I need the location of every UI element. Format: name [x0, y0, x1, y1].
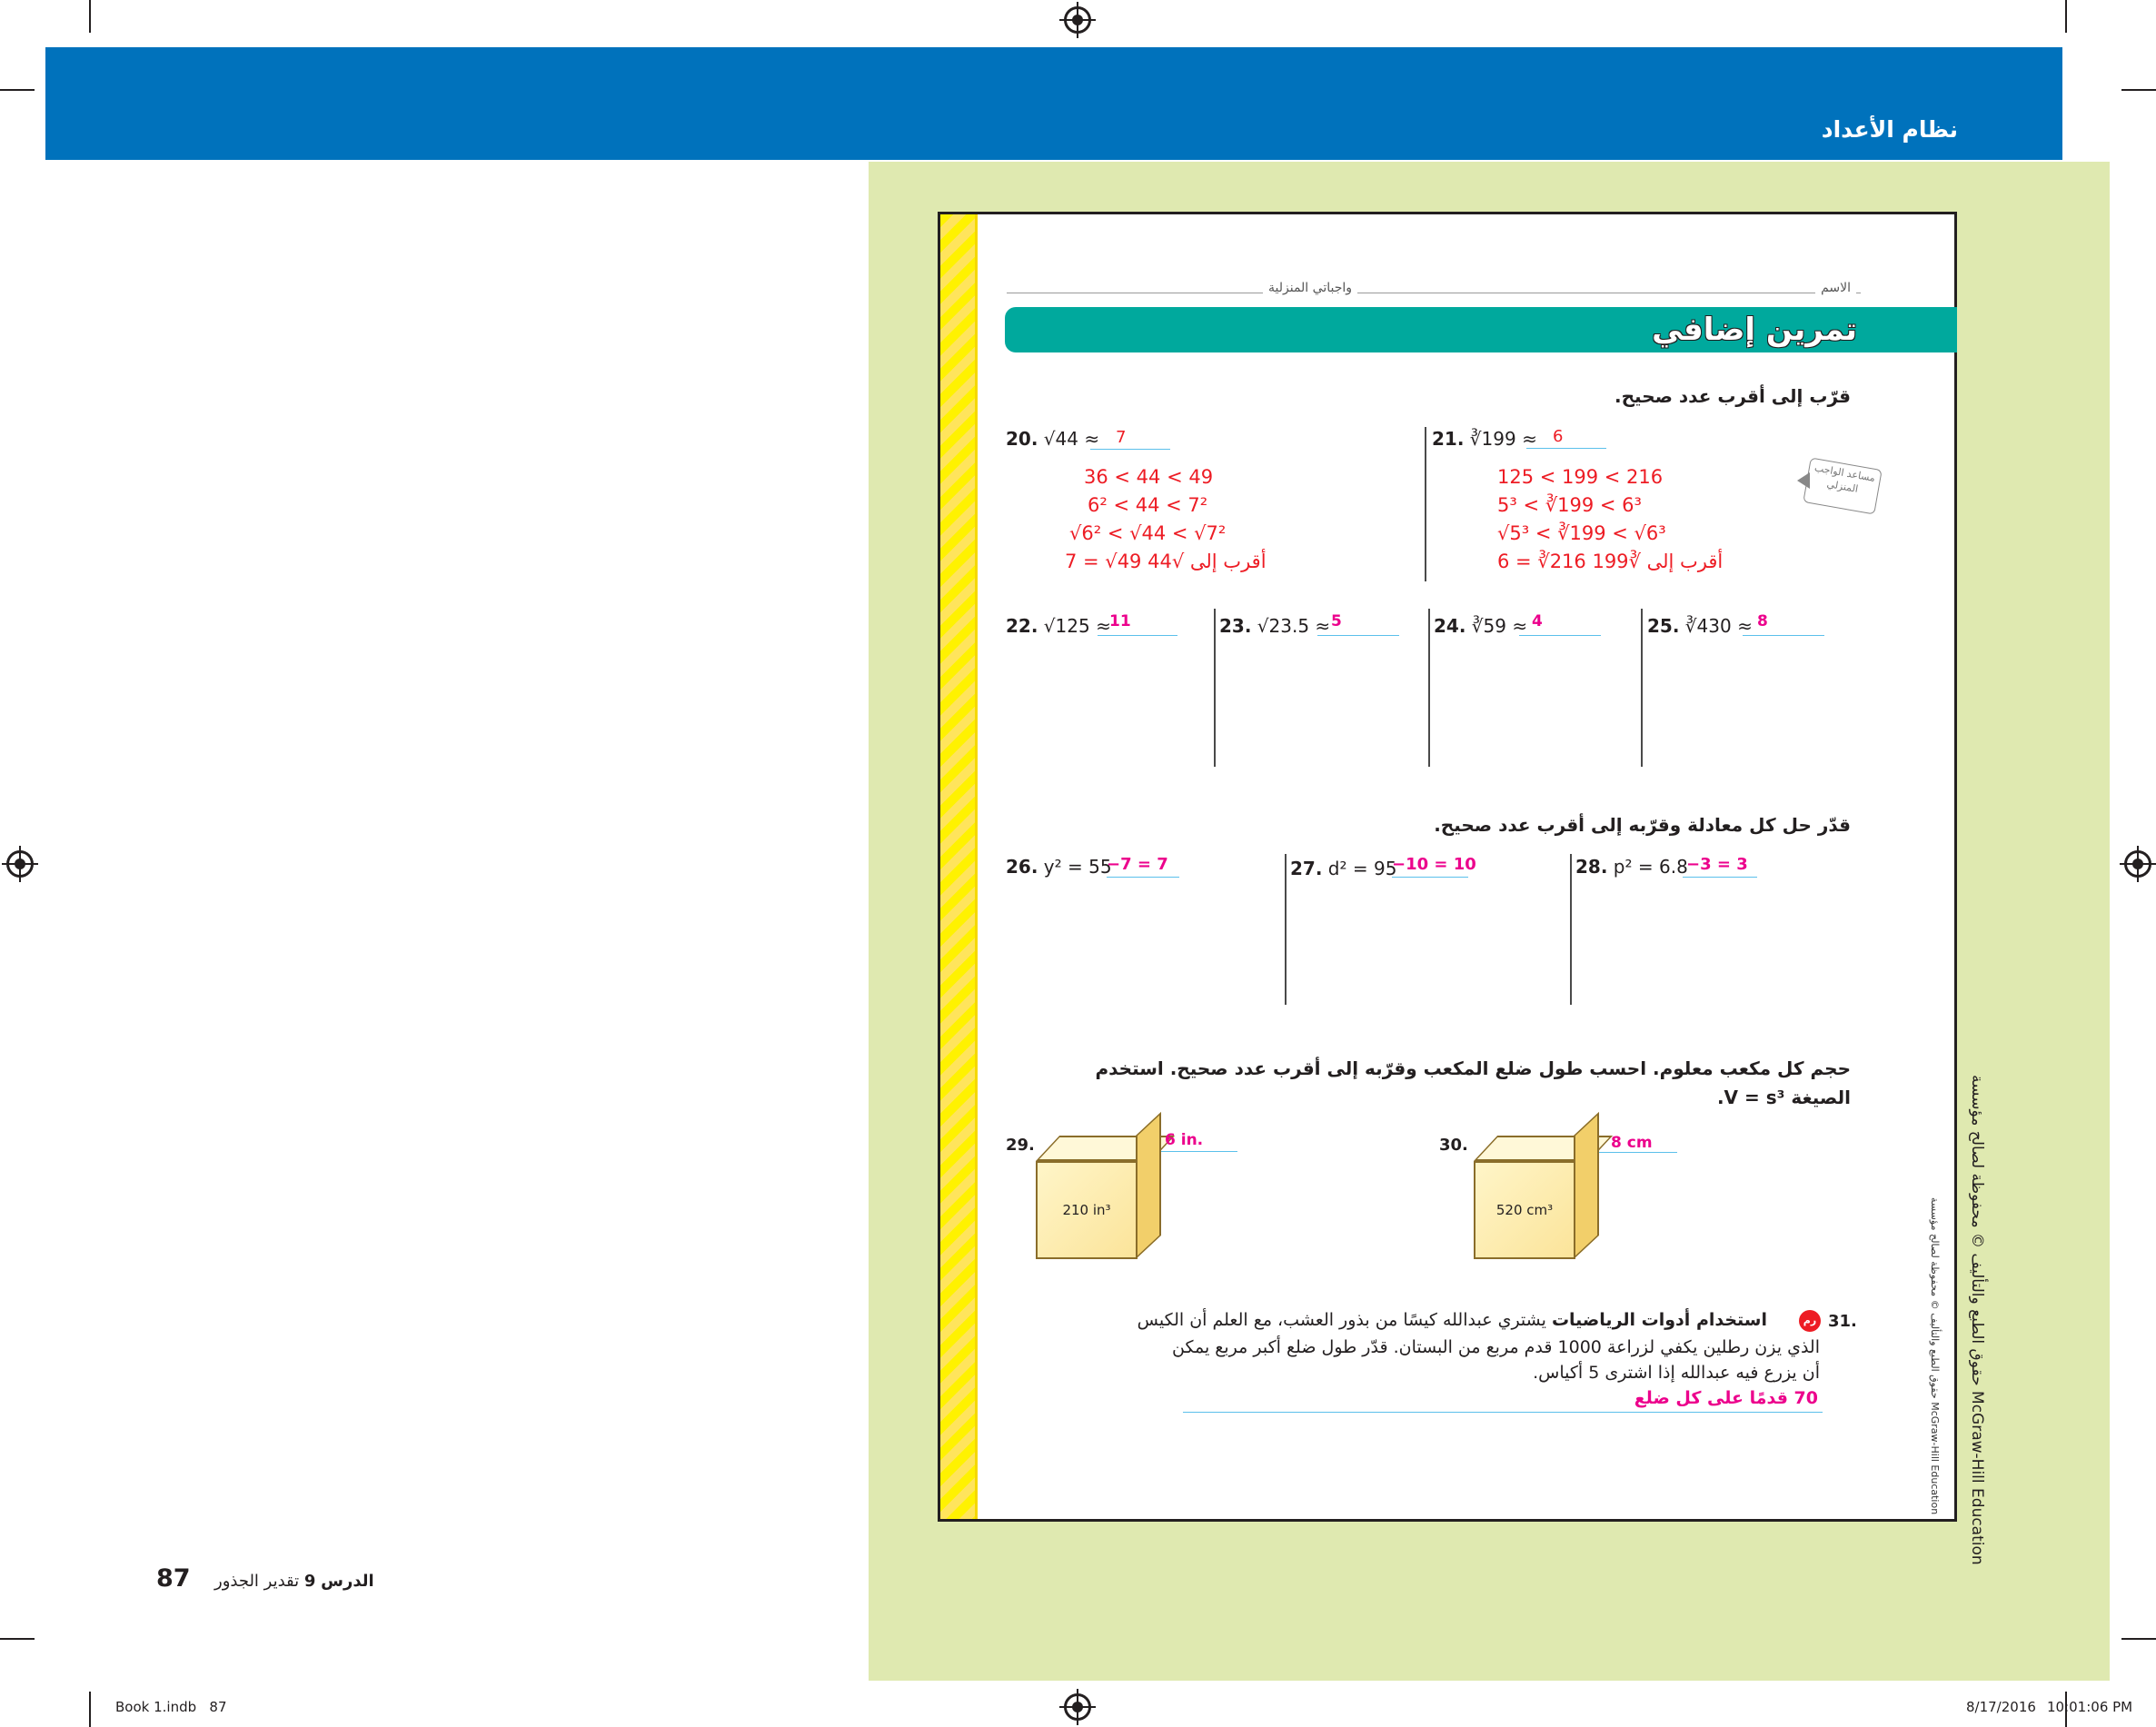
crop-mark — [0, 1638, 35, 1640]
problem-31-number: 31. — [1828, 1312, 1857, 1331]
homework-label: واجباتي المنزلية — [1263, 281, 1357, 295]
answer-line — [1526, 448, 1606, 449]
crop-mark — [2121, 1638, 2156, 1640]
problem-26: 26. y² = 55 — [1006, 856, 1112, 878]
answer-line — [1107, 877, 1179, 878]
yellow-stripe — [940, 214, 978, 1519]
work-21-line-1: 125 < 199 < 216 — [1497, 466, 1664, 488]
problem-31-line-1: استخدام أدوات الرياضيات يشتري عبدالله كيسًا من بذور العشب، مع العلم أن الكيس — [1137, 1310, 1767, 1330]
answer-line — [1161, 1151, 1237, 1152]
answer-22: 11 — [1109, 612, 1131, 630]
instruction-cube-2: الصيغة V = s³. — [1716, 1087, 1851, 1108]
instruction-estimate: قدّر حل كل معادلة وقرّبه إلى أقرب عدد صحيح. — [1434, 814, 1851, 836]
problem-28: 28. p² = 6.8 — [1575, 856, 1688, 878]
work-21-line-3: √5³ < ∛199 < √6³ — [1497, 522, 1666, 544]
print-time: 10:01:06 PM — [2047, 1699, 2133, 1715]
problem-29-number: 29. — [1006, 1136, 1035, 1155]
column-divider — [1570, 854, 1572, 1005]
column-divider — [1641, 609, 1643, 767]
answer-26: −7 = 7 — [1107, 855, 1168, 874]
problem-24: 24. ∛59 ≈ — [1434, 615, 1528, 637]
column-divider — [1428, 609, 1430, 767]
registration-mark-icon — [1064, 1693, 1091, 1721]
file-info: Book 1.indb 87 — [115, 1699, 227, 1715]
worksheet-title: تمرين إضافي — [1652, 312, 1857, 348]
work-21-line-4: 6 = ∛216 أقرب إلى ∛199 — [1497, 551, 1724, 572]
column-divider — [1425, 427, 1426, 581]
problem-21: 21. ∛199 ≈ — [1432, 428, 1537, 450]
answer-line — [1090, 449, 1170, 450]
outer-copyright: حقوق الطبع والتأليف © محفوظة لصالح مؤسسة McGraw-Hill Education — [1968, 1075, 1986, 1565]
column-divider — [1214, 609, 1216, 767]
crop-mark — [2121, 89, 2156, 91]
crop-mark — [0, 89, 35, 91]
problem-20: 20. √44 ≈ — [1006, 428, 1100, 450]
header-bar — [45, 47, 2065, 160]
answer-line — [1183, 1412, 1823, 1413]
cube-30-volume: 520 cm³ — [1495, 1202, 1554, 1218]
problem-31-line-2: الذي يزن رطلين يكفي لزراعة 1000 قدم مربع من البستان. قدّر طول ضلع أكبر مربع يمكن — [1172, 1337, 1820, 1357]
inner-copyright: حقوق الطبع والتأليف © محفوظة لصالح مؤسسة McGraw-Hill Education — [1929, 1197, 1941, 1515]
problem-23: 23. √23.5 ≈ — [1219, 615, 1331, 637]
problem-31-line-3: أن يزرع فيه عبدالله إذا اشترى 5 أكياس. — [1533, 1363, 1820, 1383]
answer-line — [1098, 635, 1177, 636]
problem-22: 22. √125 ≈ — [1006, 615, 1111, 637]
homework-help-sticker: مساعد الواجب المنزلي — [1803, 457, 1882, 514]
work-20-line-1: 36 < 44 < 49 — [1084, 466, 1214, 488]
registration-mark-icon — [2124, 850, 2151, 878]
cube-29-volume: 210 in³ — [1062, 1202, 1111, 1218]
instruction-round: قرّب إلى أقرب عدد صحيح. — [1615, 385, 1851, 407]
problem-30-number: 30. — [1439, 1136, 1468, 1155]
answer-line — [1683, 877, 1757, 878]
answer-31: 70 قدمًا على كل ضلع — [1634, 1388, 1818, 1408]
problem-27: 27. d² = 95 — [1290, 858, 1397, 879]
registration-mark-icon — [1064, 6, 1091, 34]
answer-30: 8 cm — [1611, 1134, 1653, 1152]
lesson-footer: الدرس 9 تقدير الجذور — [214, 1572, 374, 1591]
title-banner — [1005, 307, 1957, 352]
work-20-line-4: 7 = √49 أقرب إلى √44 — [1065, 551, 1267, 572]
cube-front-face — [1036, 1161, 1138, 1259]
answer-line — [1599, 1152, 1677, 1153]
work-21-line-2: 5³ < ∛199 < 6³ — [1497, 494, 1642, 516]
problem-25: 25. ∛430 ≈ — [1647, 615, 1753, 637]
crop-mark — [2065, 0, 2067, 33]
answer-line — [1519, 635, 1601, 636]
answer-27: −10 = 10 — [1392, 855, 1476, 874]
cube-side-face — [1574, 1112, 1599, 1259]
math-tools-badge-icon: رم — [1799, 1310, 1821, 1332]
answer-23: 5 — [1331, 612, 1342, 630]
crop-mark — [89, 0, 91, 33]
answer-21: 6 — [1553, 427, 1564, 446]
answer-line — [1392, 877, 1468, 878]
arrow-left-icon — [1797, 472, 1810, 489]
column-divider — [1285, 854, 1287, 1005]
page-number: 87 — [156, 1564, 191, 1593]
answer-20: 7 — [1116, 428, 1127, 447]
answer-24: 4 — [1532, 612, 1543, 630]
crop-mark — [89, 1692, 91, 1727]
answer-25: 8 — [1757, 612, 1768, 630]
cube-front-face — [1474, 1161, 1575, 1259]
instruction-cube-1: حجم كل مكعب معلوم. احسب طول ضلع المكعب وقرّبه إلى أقرب عدد صحيح. استخدم — [1095, 1057, 1851, 1079]
work-20-line-3: √6² < √44 < √7² — [1069, 522, 1227, 544]
answer-line — [1743, 635, 1824, 636]
answer-29: 6 in. — [1165, 1131, 1204, 1149]
work-20-line-2: 6² < 44 < 7² — [1088, 494, 1208, 516]
print-date: 8/17/2016 — [1966, 1699, 2036, 1715]
answer-line — [1317, 635, 1399, 636]
cube-side-face — [1136, 1112, 1161, 1259]
name-label: الاسم — [1815, 281, 1856, 295]
answer-28: −3 = 3 — [1686, 855, 1748, 874]
registration-mark-icon — [6, 850, 34, 878]
section-title: نظام الأعداد — [1821, 116, 1958, 143]
header-divider — [2062, 47, 2068, 160]
